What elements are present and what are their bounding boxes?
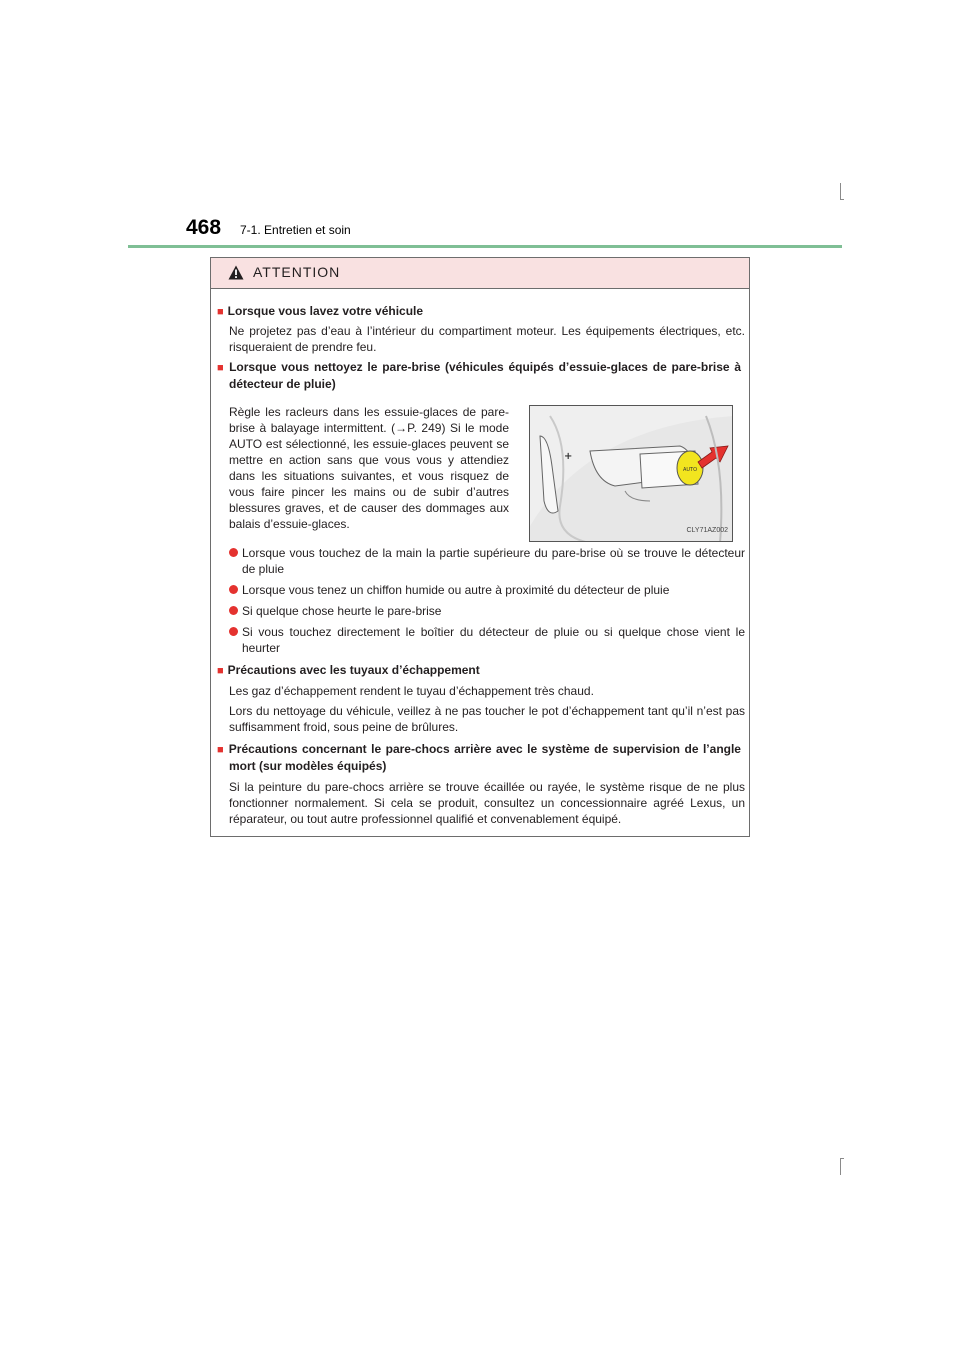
text-exhaust-2: Lors du nettoyage du véhicule, veillez à ne pas toucher le pot d’échappement tant qu’il n’est pas suffisamment froid, sous peine de brûlures. — [229, 704, 745, 734]
warning-title: ATTENTION — [253, 264, 341, 280]
text-exhaust-1: Les gaz d’échappement rendent le tuyau d’échappement très chaud. — [229, 684, 594, 698]
crop-mark-top-right-h — [840, 199, 844, 200]
figure-caption: CLY71AZ002 — [686, 527, 728, 534]
auto-switch-label: AUTO — [682, 467, 698, 473]
bullet-item: Lorsque vous touchez de la main la partie supérieure du pare-brise où se trouve le détecteur de pluie — [229, 545, 745, 577]
wiper-lever-illustration — [530, 406, 733, 542]
text-windshield: Règle les racleurs dans les essuie-glaces de pare-brise à balayage intermittent. (→P. 249) Si le mode AUTO est sélectionné, les essuie-glaces peuvent se mettre en action sans que vous vous y attendiez dans les situations suivantes, et vous risquez de vous faire pincer les mains ou de subir d’autres blessures graves, et de causer des dommages aux balais d’essuie-glaces. — [229, 405, 509, 531]
heading-washing: ■ Lorsque vous lavez votre véhicule — [217, 304, 424, 318]
crop-mark-bottom-right-h — [840, 1158, 844, 1159]
page-number: 468 — [186, 216, 222, 239]
wiper-switch-figure — [529, 405, 733, 542]
warning-triangle-icon — [228, 265, 244, 280]
warning-header — [211, 258, 749, 289]
text-washing: Ne projetez pas d’eau à l’intérieur du compartiment moteur. Les équipements électriques, etc. risqueraient de prendre feu. — [229, 324, 745, 354]
text-rear-bumper: Si la peinture du pare-chocs arrière se trouve écaillée ou rayée, le système risque de ne plus fonctionner normalement. Si cela se produit, consultez un concessionnaire agréé Lexus, un réparateur, ou tout autre professionnel qualifié et convenablement équipé. — [229, 780, 745, 826]
bullet-item: Si vous touchez directement le boîtier du détecteur de pluie ou si quelque chose vient le heurter — [229, 624, 745, 656]
crop-mark-bottom-right — [840, 1158, 841, 1175]
header-rule — [128, 245, 842, 248]
bullet-item: Si quelque chose heurte le pare-brise — [229, 603, 745, 619]
heading-rear-bumper: ■ Précautions concernant le pare-chocs arrière avec le système de supervision de l’angle mort (sur modèles équipés) — [217, 742, 741, 773]
heading-windshield: ■ Lorsque vous nettoyez le pare-brise (véhicules équipés d’essuie-glaces de pare-brise à détecteur de pluie) — [217, 360, 741, 391]
crop-mark-top-right — [840, 183, 841, 200]
plus-label: + — [564, 451, 573, 462]
heading-exhaust: ■ Précautions avec les tuyaux d’échappement — [217, 663, 480, 677]
section-title: 7-1. Entretien et soin — [240, 223, 351, 237]
warning-box — [210, 257, 750, 837]
bullet-item: Lorsque vous tenez un chiffon humide ou autre à proximité du détecteur de pluie — [229, 582, 745, 598]
